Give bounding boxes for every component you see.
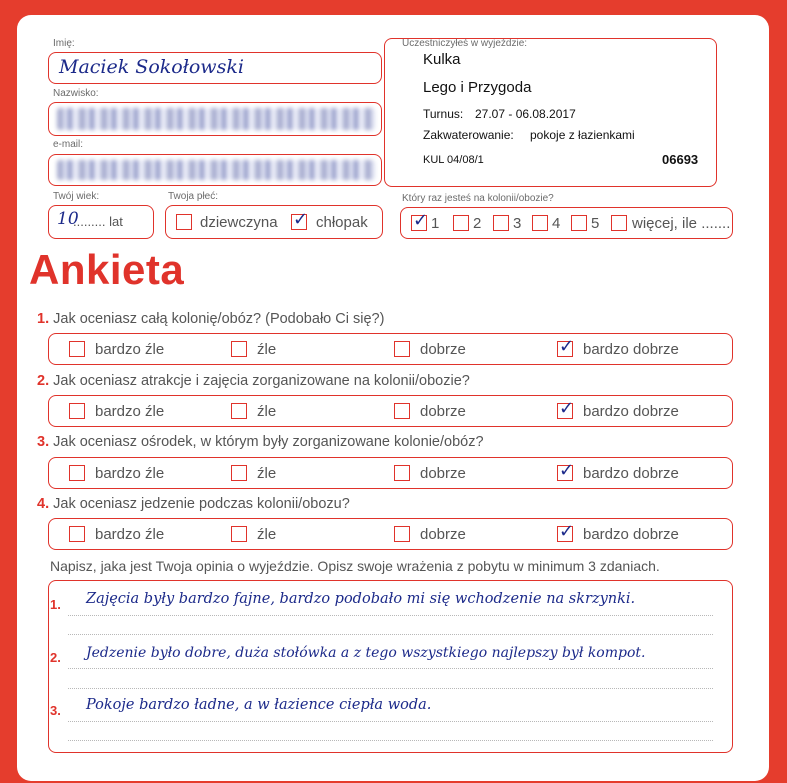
q1-option-very-bad: bardzo źle <box>95 341 165 358</box>
q1-option-bad: źle <box>257 341 277 358</box>
times-option-1: 1 <box>431 215 440 232</box>
question-3-number: 3. <box>37 434 50 450</box>
times-field <box>400 207 733 239</box>
accommodation-value: pokoje z łazienkami <box>530 128 635 142</box>
gender-checkbox-girl[interactable] <box>176 214 192 230</box>
question-4-text: Jak oceniasz jedzenie podczas kolonii/obozu? <box>53 496 350 512</box>
question-1-answers <box>48 333 733 365</box>
q3-checkbox-bad[interactable] <box>231 465 247 481</box>
times-checkbox-3[interactable] <box>493 215 509 231</box>
times-option-2: 2 <box>473 215 482 232</box>
name-label: Imię: <box>53 38 75 49</box>
times-checkbox-1[interactable] <box>411 210 429 231</box>
turnus-label: Turnus: <box>423 107 464 121</box>
age-value: 10 <box>57 209 79 229</box>
trip-camp-name: Kulka <box>423 51 461 68</box>
question-3 <box>37 434 484 450</box>
q4-option-bad: źle <box>257 526 277 543</box>
question-4 <box>37 496 350 512</box>
times-checkbox-5[interactable] <box>571 215 587 231</box>
q4-checkbox-very-bad[interactable] <box>69 526 85 542</box>
q4-option-very-good: bardzo dobrze <box>583 526 679 543</box>
opinion-1-text: Zajęcia były bardzo fajne, bardzo podobało mi się wchodzenie na skrzynki. <box>86 591 636 607</box>
q1-checkbox-very-bad[interactable] <box>69 341 85 357</box>
gender-option-boy: chłopak <box>316 214 368 231</box>
surname-field[interactable] <box>48 102 382 136</box>
question-2-number: 2. <box>37 373 50 389</box>
q2-checkbox-good[interactable] <box>394 403 410 419</box>
survey-title: Ankieta <box>29 246 185 293</box>
times-option-4: 4 <box>552 215 561 232</box>
times-option-3: 3 <box>513 215 522 232</box>
times-label: Który raz jesteś na kolonii/obozie? <box>402 193 554 204</box>
gender-checkbox-boy[interactable] <box>291 209 309 230</box>
email-redacted <box>57 160 375 180</box>
q4-option-very-bad: bardzo źle <box>95 526 165 543</box>
age-label: Twój wiek: <box>53 191 100 202</box>
q2-checkbox-very-good[interactable] <box>557 398 575 419</box>
gender-field <box>165 205 383 239</box>
q2-checkbox-very-bad[interactable] <box>69 403 85 419</box>
name-value: Maciek Sokołowski <box>59 56 244 78</box>
writing-line <box>68 668 713 669</box>
check-mark-icon: ✓ <box>559 521 575 542</box>
q3-option-good: dobrze <box>420 465 466 482</box>
trip-number: 06693 <box>662 152 699 167</box>
check-mark-icon: ✓ <box>559 460 575 481</box>
writing-line <box>68 615 713 616</box>
writing-line <box>68 688 713 689</box>
q3-option-very-good: bardzo dobrze <box>583 465 679 482</box>
question-3-answers <box>48 457 733 489</box>
question-3-text: Jak oceniasz ośrodek, w którym były zorganizowane kolonie/obóz? <box>53 434 484 450</box>
trip-label: Uczestniczyłeś w wyjeździe: <box>402 38 528 49</box>
trip-program: Lego i Przygoda <box>423 79 532 96</box>
question-2 <box>37 373 470 389</box>
writing-line <box>68 721 713 722</box>
times-option-more: więcej, ile ....... <box>632 215 731 232</box>
q2-option-very-good: bardzo dobrze <box>583 403 679 420</box>
q4-option-good: dobrze <box>420 526 466 543</box>
check-mark-icon: ✓ <box>413 210 429 231</box>
opinion-1-number: 1. <box>50 597 61 612</box>
gender-option-girl: dziewczyna <box>200 214 278 231</box>
q1-checkbox-bad[interactable] <box>231 341 247 357</box>
q4-checkbox-very-good[interactable] <box>557 521 575 542</box>
q3-checkbox-very-bad[interactable] <box>69 465 85 481</box>
q3-option-bad: źle <box>257 465 277 482</box>
writing-line <box>68 634 713 635</box>
gender-label: Twoja płeć: <box>168 191 219 202</box>
turnus-value: 27.07 - 06.08.2017 <box>475 107 576 121</box>
q1-option-very-good: bardzo dobrze <box>583 341 679 358</box>
check-mark-icon: ✓ <box>559 398 575 419</box>
times-checkbox-4[interactable] <box>532 215 548 231</box>
age-field[interactable] <box>48 205 154 239</box>
opinion-2-text: Jedzenie było dobre, duża stołówka a z tego wszystkiego najlepszy był kompot. <box>86 645 646 661</box>
q2-option-bad: źle <box>257 403 277 420</box>
q1-option-good: dobrze <box>420 341 466 358</box>
q4-checkbox-good[interactable] <box>394 526 410 542</box>
opinion-2-number: 2. <box>50 650 61 665</box>
writing-line <box>68 740 713 741</box>
email-label: e-mail: <box>53 139 84 150</box>
age-unit: ......... lat <box>73 214 123 229</box>
question-2-answers <box>48 395 733 427</box>
email-field[interactable] <box>48 154 382 186</box>
check-mark-icon: ✓ <box>293 209 309 230</box>
times-option-5: 5 <box>591 215 600 232</box>
question-1 <box>37 311 384 327</box>
name-field[interactable] <box>48 52 382 84</box>
question-1-number: 1. <box>37 311 50 327</box>
accommodation-label: Zakwaterowanie: <box>423 128 514 142</box>
times-checkbox-2[interactable] <box>453 215 469 231</box>
q2-checkbox-bad[interactable] <box>231 403 247 419</box>
opinion-3-number: 3. <box>50 703 61 718</box>
q4-checkbox-bad[interactable] <box>231 526 247 542</box>
opinion-prompt: Napisz, jaka jest Twoja opinia o wyjeździe. Opisz swoje wrażenia z pobytu w minimum 3 zdaniach. <box>50 558 660 574</box>
q1-checkbox-good[interactable] <box>394 341 410 357</box>
q3-option-very-bad: bardzo źle <box>95 465 165 482</box>
question-4-answers <box>48 518 733 550</box>
q2-option-very-bad: bardzo źle <box>95 403 165 420</box>
surname-redacted <box>57 108 375 130</box>
question-1-text: Jak oceniasz całą kolonię/obóz? (Podobało Ci się?) <box>53 311 385 327</box>
q3-checkbox-very-good[interactable] <box>557 460 575 481</box>
q2-option-good: dobrze <box>420 403 466 420</box>
opinion-3-text: Pokoje bardzo ładne, a w łazience ciepła woda. <box>86 697 432 713</box>
trip-info-box <box>384 38 717 187</box>
trip-code: KUL 04/08/1 <box>423 154 484 166</box>
q1-checkbox-very-good[interactable] <box>557 336 575 357</box>
check-mark-icon: ✓ <box>559 336 575 357</box>
surname-label: Nazwisko: <box>53 88 99 99</box>
question-2-text: Jak oceniasz atrakcje i zajęcia zorganizowane na kolonii/obozie? <box>53 373 470 389</box>
times-checkbox-more[interactable] <box>611 215 627 231</box>
q3-checkbox-good[interactable] <box>394 465 410 481</box>
question-4-number: 4. <box>37 496 50 512</box>
